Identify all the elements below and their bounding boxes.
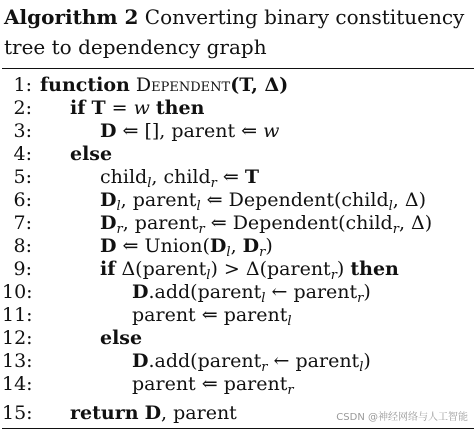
keyword: then [350,258,399,280]
math-italic: w [263,120,280,142]
subscript: l [226,245,231,260]
function-name: Dependent [135,74,231,96]
algo-line-14 [2,373,474,396]
line-number: 6: [13,189,32,211]
bottom-rule [2,428,474,429]
line-number: 1: [13,74,32,96]
math-bold: D [100,189,117,211]
subscript: l [388,199,393,214]
subscript: r [116,222,123,237]
math-text: ← parent [267,350,360,372]
line-number: 3: [13,120,32,142]
algo-line-12 [2,327,474,350]
algo-line-10 [2,281,474,304]
subscript: l [287,314,292,329]
math-op: = [105,97,134,119]
keyword: then [155,97,205,119]
line-number: 10: [2,281,33,303]
keyword: if [100,258,116,280]
line-code [100,235,273,258]
subscript: l [206,268,211,283]
line-number: 11: [2,304,33,326]
math-bold: D [100,120,117,142]
math-bold: D [209,235,227,257]
watermark: CSDN @神经网络与人工智能 [336,412,468,423]
subscript: r [392,222,399,237]
math-bold: D [100,212,117,234]
subscript: r [198,222,205,237]
subscript: r [330,268,337,283]
subscript: l [196,199,201,214]
math-text: , parent [120,189,197,211]
math-text: ⇐ Dependent(child [200,189,389,211]
math-text: ⇐ Dependent(child [204,212,393,234]
line-code [70,97,204,120]
math-text: Δ(parent [115,258,207,280]
line-code [70,402,237,425]
line-number: 2: [13,97,32,119]
math-text: .add(parent [148,281,262,303]
line-code [132,281,371,304]
subscript: r [287,383,294,398]
math-text: , child [151,166,211,188]
algorithm-label: Algorithm 2 [4,5,139,29]
line-code [100,120,279,143]
algo-line-9 [2,258,474,281]
math-text: , Δ) [392,189,427,211]
keyword: return [70,402,139,424]
algorithm-lines [2,74,474,425]
algo-line-5 [2,166,474,189]
subscript: l [116,199,121,214]
math-text: parent ⇐ parent [132,304,288,326]
algo-line-11 [2,304,474,327]
math-text: , Δ) [398,212,433,234]
math-bold: D [144,402,162,424]
keyword: else [70,143,113,165]
algo-line-3 [2,120,474,143]
math-text: , [230,235,243,257]
line-code [132,373,294,396]
line-number: 4: [13,143,32,165]
math-bold: T [244,166,260,188]
algo-line-7 [2,212,474,235]
line-number: 9: [13,258,32,280]
subscript: r [261,360,268,375]
math-text: , parent [161,402,237,424]
subscript: r [259,245,266,260]
line-number: 5: [13,166,32,188]
subscript: r [210,176,217,191]
line-number: 7: [13,212,32,234]
subscript: r [357,291,364,306]
algo-line-6 [2,189,474,212]
keyword: function [40,74,130,96]
algorithm-title-line2: tree to dependency graph [4,35,267,59]
math-italic: w [133,97,150,119]
keyword: if [70,97,86,119]
algo-line-13 [2,350,474,373]
subscript: l [359,360,364,375]
line-code [132,304,292,327]
math-text: ) [363,281,371,303]
math-text: ) [336,258,351,280]
math-text: ⇐ Union( [116,235,210,257]
math-text: ← parent [265,281,358,303]
math-bold: D [100,235,117,257]
algorithm-title [4,2,474,62]
line-code [100,212,432,235]
math-text: parent ⇐ parent [132,373,288,395]
function-args: (T, Δ) [230,74,289,96]
math-text: ⇐ [], parent ⇐ [116,120,264,142]
line-code [40,74,288,97]
math-text: child [100,166,148,188]
line-code [100,189,426,212]
subscript: l [147,176,152,191]
top-rule [2,68,474,69]
math-text: , parent [122,212,199,234]
algorithm-title-line1: Converting binary constituency [144,5,465,29]
line-code [132,350,371,373]
line-number: 13: [2,350,33,372]
line-code [100,258,399,281]
algo-line-2 [2,97,474,120]
algo-line-4 [2,143,474,166]
math-text: ) [265,235,273,257]
math-text: .add(parent [148,350,262,372]
subscript: l [261,291,266,306]
algo-line-1 [2,74,474,97]
math-bold: D [132,350,149,372]
math-bold: D [132,281,149,303]
line-number: 15: [2,402,33,424]
line-number: 12: [2,327,33,349]
math-text: ) [363,350,371,372]
algo-line-8 [2,235,474,258]
math-bold: D [242,235,260,257]
line-code [100,166,259,189]
math-text: ) > Δ(parent [210,258,331,280]
keyword: else [100,327,143,349]
math-bold: T [91,97,106,119]
line-number: 14: [2,373,33,395]
math-text: ⇐ [216,166,245,188]
line-number: 8: [13,235,32,257]
